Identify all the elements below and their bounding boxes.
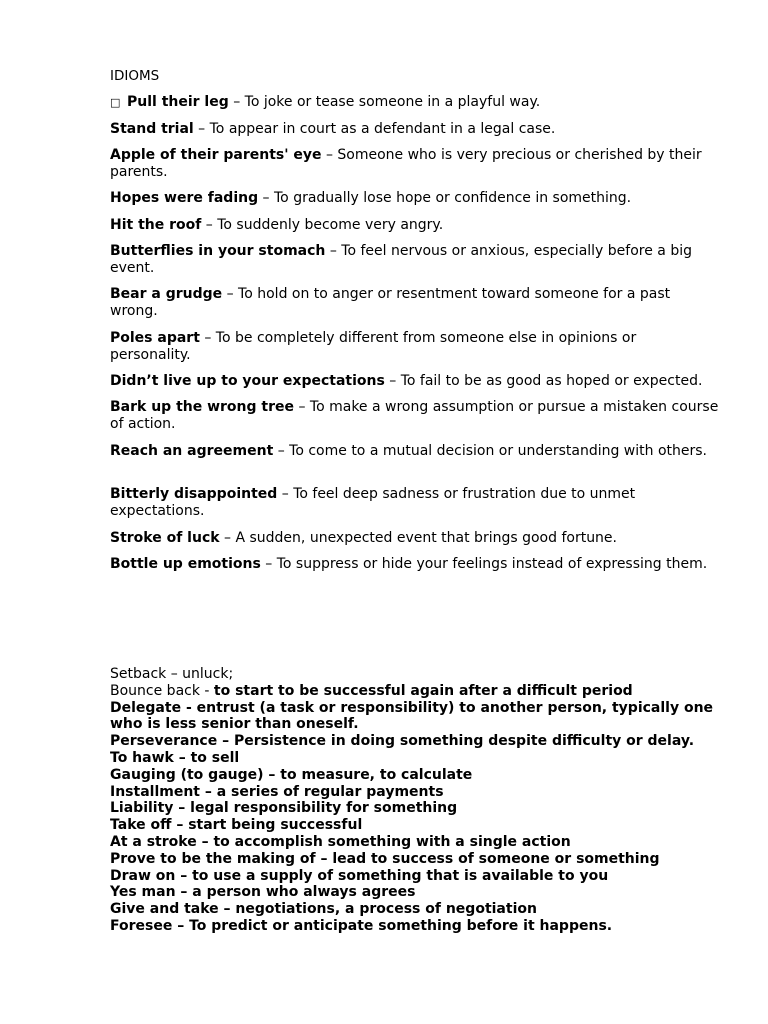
idiom-term: Bear a grudge xyxy=(110,286,223,302)
idiom-term: Bitterly disappointed xyxy=(110,486,278,502)
idiom-term: Hopes were fading xyxy=(110,190,259,206)
vocab-line: Delegate - entrust (a task or responsibility) to another person, typically one who is less senior than oneself. xyxy=(110,699,714,733)
vocab-term: Bounce back - xyxy=(110,682,214,699)
idiom-entry xyxy=(110,286,720,320)
vocab-line: Perseverance – Persistence in doing something despite difficulty or delay. xyxy=(110,733,695,750)
vocab-line: Give and take – negotiations, a process of negotiation xyxy=(110,901,537,918)
idiom-entry xyxy=(110,443,720,460)
idiom-term: Bottle up emotions xyxy=(110,556,261,572)
vocab-line: Take off – start being successful xyxy=(110,817,363,834)
idiom-definition: – A sudden, unexpected event that brings good fortune. xyxy=(219,530,617,546)
idiom-definition: – To come to a mutual decision or understanding with others. xyxy=(273,443,707,459)
idiom-definition: – To hold on to anger or resentment toward someone for a past wrong. xyxy=(110,286,671,319)
vocab-line: At a stroke – to accomplish something with a single action xyxy=(110,833,571,850)
idiom-definition: – To be completely different from someone else in opinions or personality. xyxy=(110,330,637,363)
idiom-term: Reach an agreement xyxy=(110,443,274,459)
idiom-entry xyxy=(110,330,720,364)
idiom-definition: – To feel nervous or anxious, especially before a big event. xyxy=(110,243,692,276)
vocabulary-list xyxy=(110,666,730,935)
idiom-entry xyxy=(110,399,720,433)
missing-glyph-icon: □ xyxy=(110,96,121,109)
vocab-definition: to start to be successful again after a difficult period xyxy=(213,682,633,699)
idiom-term: Butterflies in your stomach xyxy=(110,243,326,259)
idiom-term: Pull their leg xyxy=(127,94,229,110)
idiom-entry xyxy=(110,94,720,112)
idiom-definition: – To joke or tease someone in a playful way. xyxy=(228,94,541,110)
idiom-entry xyxy=(110,486,720,520)
idiom-definition: – To appear in court as a defendant in a legal case. xyxy=(193,121,556,137)
vocab-line: Installment – a series of regular payments xyxy=(110,783,444,800)
idiom-term: Bark up the wrong tree xyxy=(110,399,295,415)
idiom-entry xyxy=(110,217,720,234)
vocab-line: Yes man – a person who always agrees xyxy=(110,884,416,901)
idiom-entry xyxy=(110,243,720,277)
vocab-line: Gauging (to gauge) – to measure, to calculate xyxy=(110,766,473,783)
idiom-entry xyxy=(110,373,720,390)
idiom-definition: – To suppress or hide your feelings instead of expressing them. xyxy=(260,556,708,572)
vocab-line: Draw on – to use a supply of something that is available to you xyxy=(110,867,609,884)
idiom-term: Poles apart xyxy=(110,330,200,346)
idiom-definition: – To suddenly become very angry. xyxy=(201,217,444,233)
vocab-line: Liability – legal responsibility for something xyxy=(110,800,458,817)
idiom-definition: – To gradually lose hope or confidence in something. xyxy=(258,190,632,206)
idiom-definition: – To fail to be as good as hoped or expected. xyxy=(384,373,703,389)
idiom-definition: – To make a wrong assumption or pursue a mistaken course of action. xyxy=(110,399,719,432)
idiom-definition: – Someone who is very precious or cherished by their parents. xyxy=(110,147,702,180)
vocab-line xyxy=(110,683,730,700)
idiom-entry xyxy=(110,190,720,207)
idiom-term: Hit the roof xyxy=(110,217,202,233)
vocab-line: Setback – unluck; xyxy=(110,666,234,682)
idiom-term: Stand trial xyxy=(110,121,194,137)
idiom-entry xyxy=(110,147,720,181)
idiom-term: Didn’t live up to your expectations xyxy=(110,373,385,389)
idiom-entry xyxy=(110,121,720,138)
idiom-entry xyxy=(110,556,720,573)
idiom-term: Apple of their parents' eye xyxy=(110,147,322,163)
idiom-term: Stroke of luck xyxy=(110,530,220,546)
idioms-heading: IDIOMS xyxy=(110,68,160,84)
vocab-line: Foresee – To predict or anticipate something before it happens. xyxy=(110,917,613,934)
idiom-entry xyxy=(110,530,720,547)
vocab-line: To hawk – to sell xyxy=(110,749,240,766)
vocab-line: Prove to be the making of – lead to success of someone or something xyxy=(110,850,660,867)
idiom-definition: – To feel deep sadness or frustration due to unmet expectations. xyxy=(110,486,636,519)
